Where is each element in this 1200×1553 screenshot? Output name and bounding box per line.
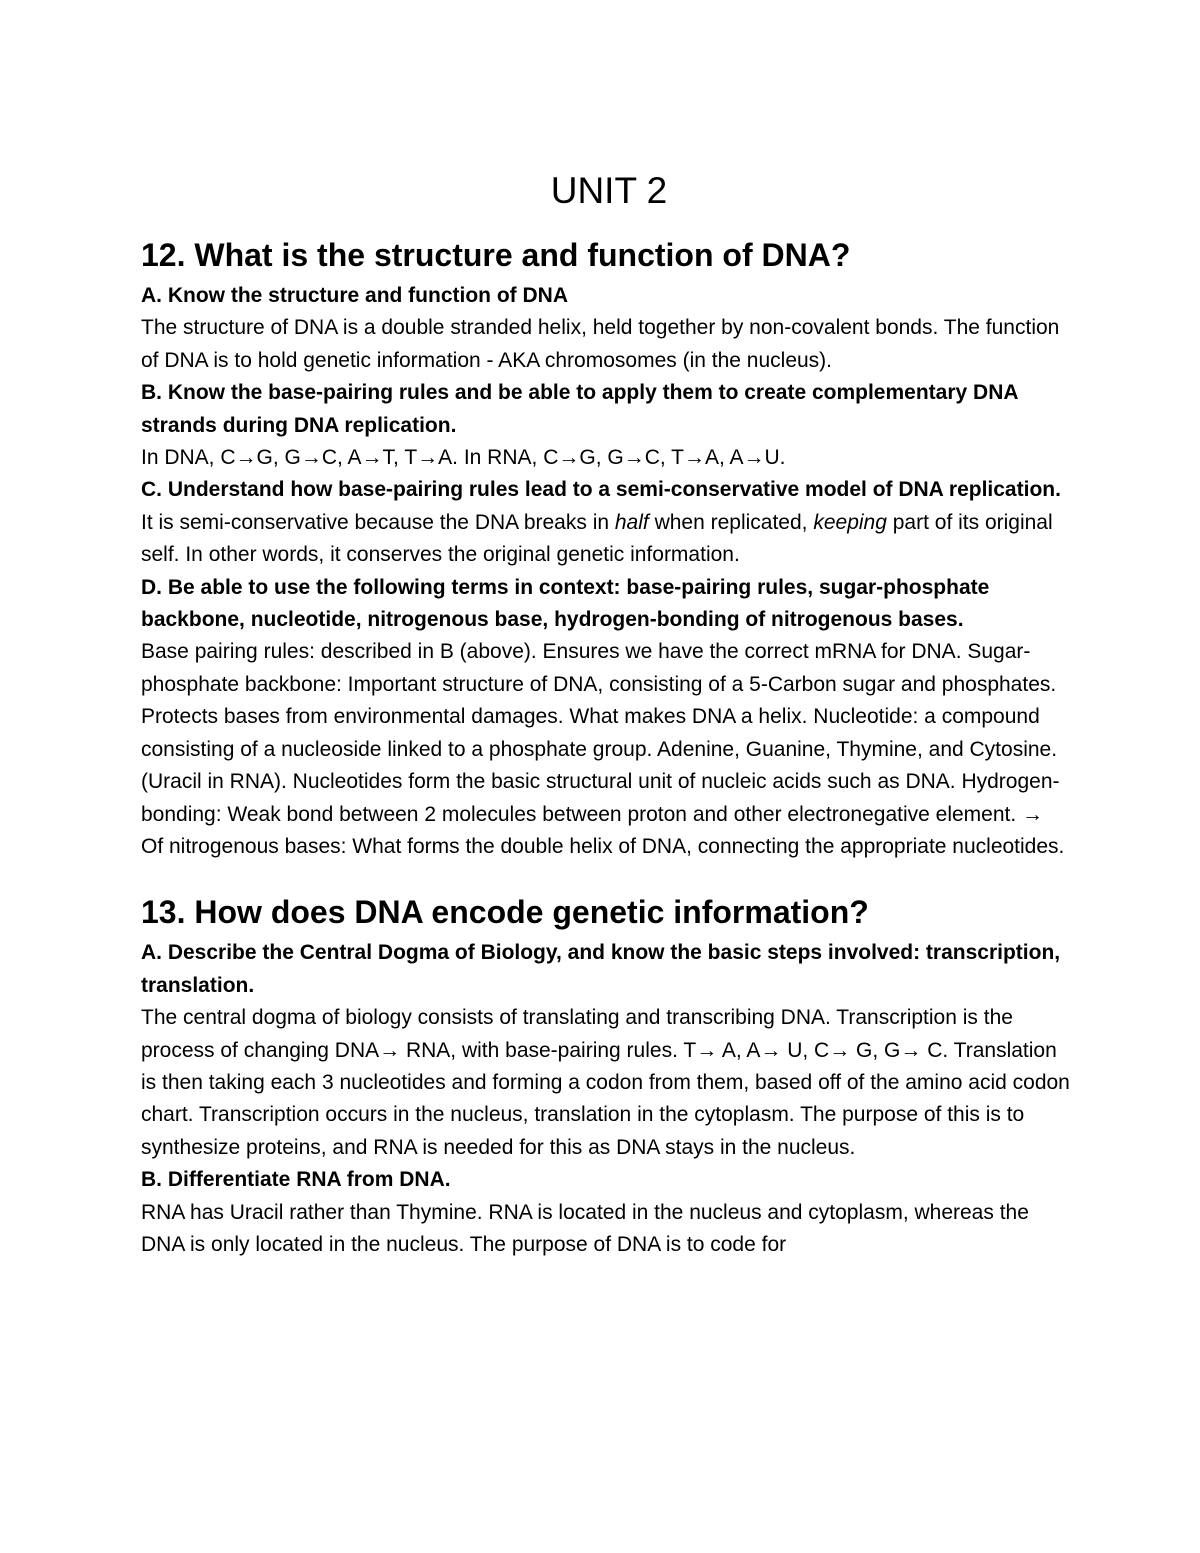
answer-12b: In DNA, C→G, G→C, A→T, T→A. In RNA, C→G, G→C, T→A, A→U. xyxy=(141,446,786,470)
question-12a: A. Know the structure and function of DNA xyxy=(141,284,568,307)
question-13b: B. Differentiate RNA from DNA. xyxy=(141,1168,451,1192)
emphasis-text: half xyxy=(614,510,649,534)
section-13 xyxy=(141,893,1071,1261)
answer-12d: Base pairing rules: described in B (above). Ensures we have the correct mRNA for DNA. Sugar-phosphate backbone: Important structure of DNA, consisting of a 5-Carbon sugar and phosphates. Protects bases from environmental damages. What makes DNA a helix. Nucleotide: a compound consisting of a nucleoside linked to a phosphate group. Adenine, Guanine, Thymine, and Cytosine. (Uracil in RNA). Nucleotides form the basic structural unit of nucleic acids such as DNA. Hydrogen-bonding: Weak bond between 2 molecules between proton and other electronegative element. → Of nitrogenous bases: What forms the double helix of DNA, connecting the appropriate nucleotides. xyxy=(141,640,1065,858)
document-title: UNIT 2 xyxy=(550,170,668,211)
answer-13a: The central dogma of biology consists of translating and transcribing DNA. Transcription is the process of changing DNA→ RNA, with base-pairing rules. T→ A, A→ U, C→ G, G→ C. Translation is then taking each 3 nucleotides and forming a codon from them, based off of the amino acid codon chart. Transcription occurs in the nucleus, translation in the cytoplasm. The purpose of this is to synthesize proteins, and RNA is needed for this as DNA stays in the nucleus. xyxy=(141,1006,1070,1159)
section-heading: 12. What is the structure and function of DNA? xyxy=(141,237,851,273)
document-page xyxy=(141,168,1071,1291)
answer-12a: The structure of DNA is a double stranded helix, held together by non-covalent bonds. The function of DNA is to hold genetic information - AKA chromosomes (in the nucleus). xyxy=(141,316,1060,372)
emphasis-text: keeping xyxy=(813,510,887,534)
question-12b: B. Know the base-pairing rules and be able to apply them to create complementary DNA strands during DNA replication. xyxy=(141,381,1018,437)
answer-text: part of its original self. In other words, it conserves the original genetic information. xyxy=(141,510,1053,567)
answer-12c xyxy=(141,507,1071,572)
section-heading: 13. How does DNA encode genetic information? xyxy=(141,894,869,931)
answer-text: when replicated, xyxy=(648,510,814,534)
question-12c: C. Understand how base-pairing rules lead to a semi-conservative model of DNA replication. xyxy=(141,478,1061,502)
answer-13b: RNA has Uracil rather than Thymine. RNA is located in the nucleus and cytoplasm, whereas the DNA is only located in the nucleus. The purpose of DNA is to code for xyxy=(141,1200,1029,1256)
question-12d: D. Be able to use the following terms in context: base-pairing rules, sugar-phosphate backbone, nucleotide, nitrogenous base, hydrogen-bonding of nitrogenous bases. xyxy=(141,575,990,632)
section-12 xyxy=(141,236,1071,863)
answer-text: It is semi-conservative because the DNA breaks in xyxy=(141,510,615,534)
question-13a: A. Describe the Central Dogma of Biology, and know the basic steps involved: transcription, translation. xyxy=(141,941,1061,997)
